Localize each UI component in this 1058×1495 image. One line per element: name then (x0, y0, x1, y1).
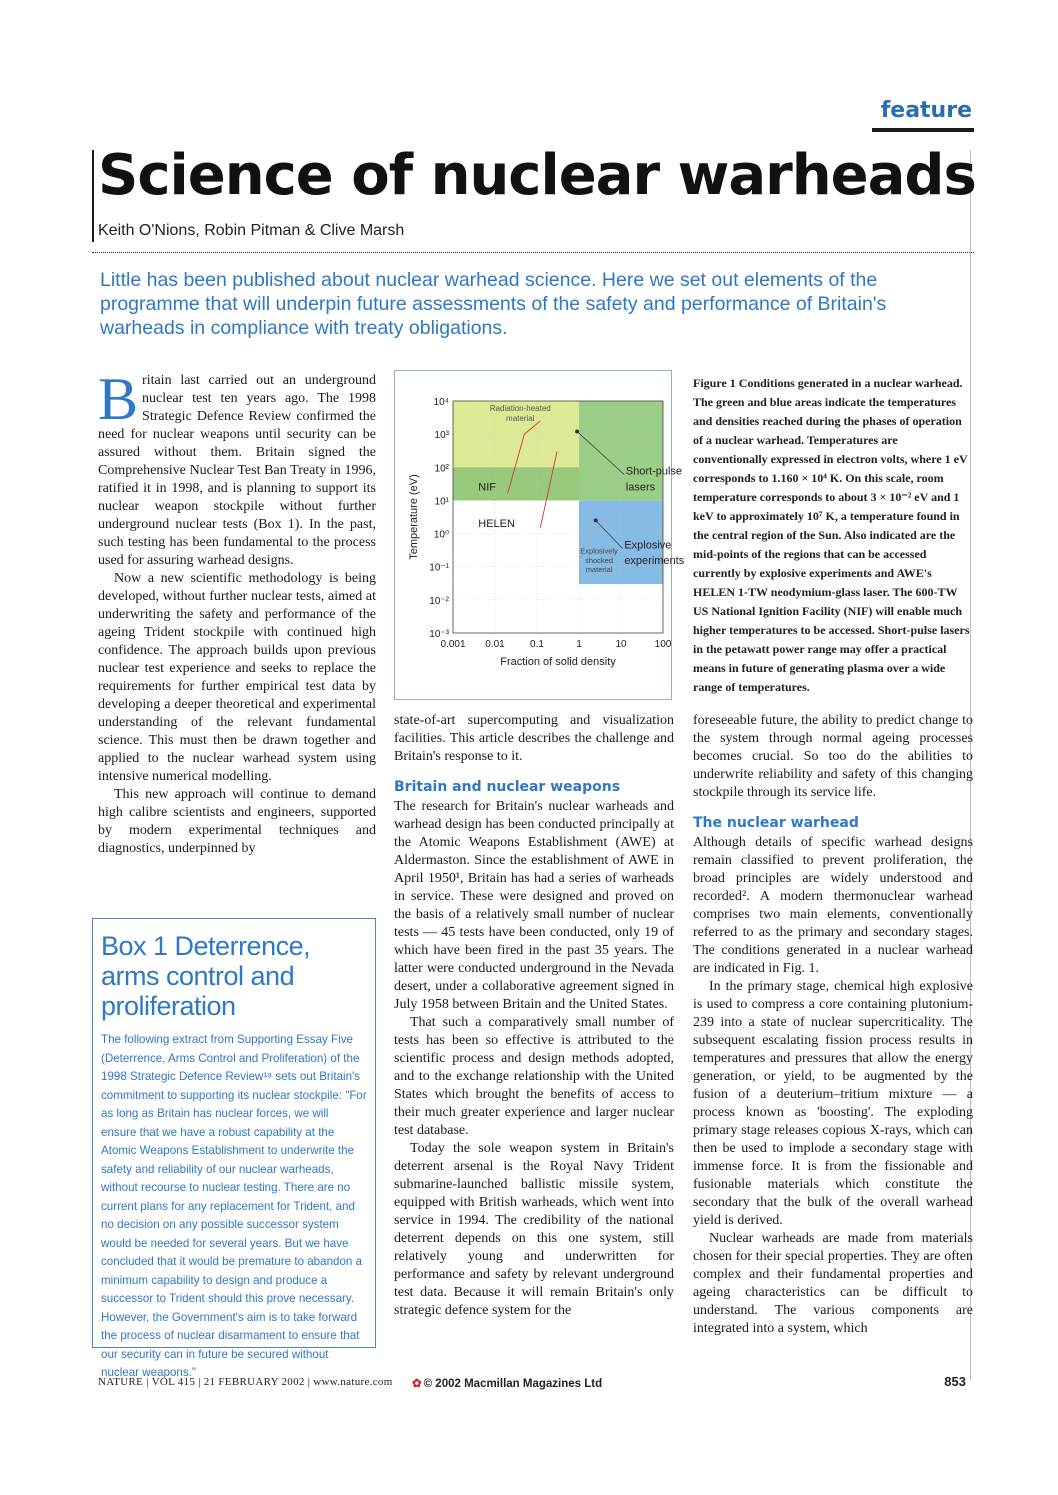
paragraph: Now a new scientific methodology is being developed, without further nuclear tests, aimed at underwriting the safety and performance of the ageing Trident stockpile with continued high confidence. The approach builds upon previous nuclear test experience and seeks to replace the requirements for further empirical test data by developing a deeper theoretical and experimental understanding of the relevant fundamental science. This must then be drawn together and applied to the nuclear warhead system using intensive numerical modelling. (98, 571, 376, 784)
x-tick-label: 1 (576, 639, 582, 650)
label-explosive-experiments: Explosive (624, 539, 672, 552)
column-3 (693, 712, 973, 1338)
paragraph: This new approach will continue to demand high calibre scientists and engineers, supported by modern experimental techniques and diagnostics, underpinned by (98, 787, 376, 856)
x-tick-label: 100 (654, 639, 672, 650)
label-explosive-experiments: experiments (624, 555, 685, 568)
y-tick-label: 10⁻² (429, 595, 449, 607)
pointer-dot (594, 518, 598, 522)
pointer-dot (575, 430, 579, 434)
drop-cap: B (98, 366, 139, 432)
x-tick-label: 10 (615, 639, 627, 650)
article-standfirst: Little has been published about nuclear warhead science. Here we set out elements of the programme that will underpin future assessments of the safety and performance of Britain's warheads in compliance with treaty obligations. (100, 269, 887, 339)
label-radiation-heated: Radiation-heated (489, 403, 551, 413)
page-number: 853 (944, 1374, 966, 1389)
paragraph: state-of-art supercomputing and visualization facilities. This article describes the challenge and Britain's response to it. (394, 713, 674, 764)
copyright-text: © 2002 Macmillan Magazines Ltd (423, 1378, 603, 1390)
box-1 (92, 918, 376, 1379)
y-tick-label: 10⁴ (433, 397, 449, 408)
section-kicker: feature (880, 98, 972, 123)
x-tick-label: 0.1 (530, 639, 544, 650)
figure-caption: Figure 1 Conditions generated in a nuclear warhead. The green and blue areas indicate the temperatures and densities reached during the phases of operation of a nuclear warhead. Temperatures are conventionally expressed in electron volts, where 1 eV corresponds to 1.160 × 10⁴ K. On this scale, room temperature corresponds to about 3 × 10⁻² eV and 1 keV to approximately 10⁷ K, a temperature found in the central region of the Sun. Also indicated are the mid-points of the regions that can be accessed currently by explosive experiments and AWE's HELEN 1-TW neodymium-glass laser. The 600-TW US National Ignition Facility (NIF) will enable much higher temperatures to be accessed. Short-pulse lasers in the petawatt power range may offer a practical means in future of generating plasma over a wide range of temperatures. (693, 376, 970, 694)
paragraph: That such a comparatively small number of tests has been so effective is attributed to the scientific process and design methods adopted, and to the exchange relationship with the United States which brought the benefits of access to their much greater experience and larger nuclear test database. (394, 1015, 674, 1138)
label-radiation-heated: material (506, 413, 535, 423)
article-title: Science of nuclear warheads (98, 143, 976, 208)
paragraph-text: ritain last carried out an underground nuclear test ten years ago. The 1998 Strategic Defence Review confirmed the need for nuclear weapons until security can be assured without them. Britain signed the Comprehensive Nuclear Test Ban Treaty in 1996, ratified it in 1998, and is planning to support its nuclear weapon stockpile without further underground nuclear tests (Box 1). In the past, such testing has been fundamental to the process used for assuring warhead designs. (98, 373, 376, 568)
y-tick-label: 10⁰ (433, 529, 449, 541)
paragraph: Nuclear warheads are made from materials chosen for their special properties. They are often complex and their fundamental properties and ageing characteristics can be difficult to understand. The various components are integrated into a system, which (693, 1231, 973, 1336)
y-tick-label: 10⁻³ (429, 629, 449, 640)
y-axis-label: Temperature (eV) (408, 474, 420, 560)
column-2 (394, 712, 674, 1320)
y-tick-label: 10³ (434, 430, 449, 442)
footer-journal: NATURE | VOL 415 | 21 FEBRUARY 2002 | www.nature.com (98, 1376, 393, 1388)
y-tick-label: 10² (434, 463, 449, 475)
paragraph: The research for Britain's nuclear warheads and warhead design has been conducted principally at the Atomic Weapons Establishment (AWE) at Aldermaston. Since the establishment of AWE in April 1950¹, Britain has had a series of warheads in service. These were designed and proved on the basis of a relatively small number of nuclear tests — 45 tests have been conducted, only 19 of which have been fired in the past 35 years. The latter were conducted underground in the Nevada desert, under a collaborative agreement signed in July 1958 between Britain and the United States. (394, 799, 674, 1012)
paragraph: Today the sole weapon system in Britain's deterrent arsenal is the Royal Navy Trident submarine-launched ballistic missile system, equipped with British warheads, which went into service in 1994. The credibility of the national deterrent depends on this one system, still relatively young and underwritten for performance and safety by relevant underground test data. Because it will remain Britain's only strategic defence system for the (394, 1141, 674, 1318)
label-helen: HELEN (478, 517, 515, 530)
region-area (453, 467, 579, 500)
title-rule (92, 150, 94, 242)
temperature-density-chart (395, 371, 685, 699)
column-1 (98, 366, 376, 858)
box-title: Box 1 Deterrence, arms control and proliferation (101, 931, 311, 1021)
paragraph (98, 366, 376, 570)
paragraph: In the primary stage, chemical high explosive is used to compress a core containing plutonium-239 into a state of nuclear supercriticality. The subsequent escalating fission process results in temperatures and pressures that allow the energy generation, or yield, to be augmented by the fusion of a deuterium–tritium mixture — a process known as 'boosting'. The exploding primary stage releases copious X-rays, which can then be used to implode a secondary stage with immense force. It is from the fissionable and fusionable materials which constitute the secondary that the bulk of the overall warhead yield is derived. (693, 979, 973, 1228)
x-axis-label: Fraction of solid density (500, 656, 616, 668)
label-nif: NIF (478, 481, 497, 494)
section-heading: The nuclear warhead (693, 815, 859, 831)
section-heading: Britain and nuclear weapons (394, 779, 621, 795)
article-authors: Keith O'Nions, Robin Pitman & Clive Marsh (98, 222, 405, 239)
y-tick-labels (429, 397, 449, 640)
y-tick-label: 10¹ (434, 496, 449, 508)
dotted-divider (92, 252, 974, 253)
x-tick-label: 0.01 (485, 639, 505, 650)
label-short-pulse: lasers (625, 481, 656, 494)
label-shocked-material: Explosively (580, 546, 618, 556)
x-tick-label: 0.001 (440, 639, 466, 650)
label-shocked-material: shocked (585, 555, 614, 565)
kicker-rule (872, 128, 974, 132)
figure-1 (394, 370, 685, 700)
paragraph: Although details of specific warhead designs remain classified to prevent proliferation, the broad principles are widely understood and recorded². A modern thermonuclear warhead comprises two main elements, conventionally referred to as the primary and secondary stages. The conditions generated in a nuclear warhead are indicated in Fig. 1. (693, 835, 973, 976)
label-short-pulse: Short-pulse (625, 465, 683, 478)
paragraph: foreseeable future, the ability to predict change to the system through normal ageing processes becomes crucial. So too do the abilities to underwrite reliability and safety of this changing stockpile through its service life. (693, 713, 973, 800)
x-tick-labels (440, 639, 671, 650)
box-text: The following extract from Supporting Essay Five (Deterrence, Arms Control and Proliferation) of the 1998 Strategic Defence Review¹⁸ sets out Britain's commitment to supporting its nuclear stockpile: "For as long as Britain has nuclear forces, we will ensure that we have a robust capability at the Atomic Weapons Establishment to underwrite the safety and reliability of our nuclear warheads, without recourse to nuclear testing. There are no current plans for any replacement for Trident, and no decision on any possible successor system would be needed for several years. But we have concluded that it would be premature to abandon a minimum capability to design and produce a successor to Trident should this prove necessary. However, the Government's aim is to take forward the process of nuclear disarmament to ensure that our security can in future be secured without nuclear weapons." (101, 1033, 367, 1379)
label-shocked-material: material (585, 564, 613, 574)
y-tick-label: 10⁻¹ (429, 562, 449, 574)
footer-copyright (412, 1376, 602, 1390)
macmillan-logo-icon: ✿ (412, 1378, 422, 1390)
